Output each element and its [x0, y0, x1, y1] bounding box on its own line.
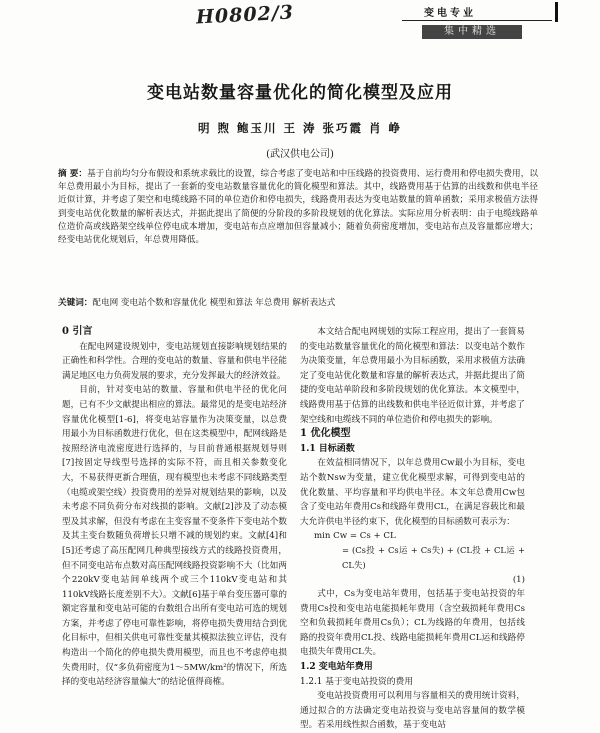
right-column — [300, 325, 525, 733]
keywords — [58, 296, 538, 308]
right-paragraph-1: 本文结合配电网规划的实际工程应用，提出了一套简易的变电站数量容量优化的简化模型和算法：以变电站个数作为决策变量，年总费用最小为目标函数，采用求极值方法确定了变电站优化数量和容量的解析表达式，并据此提出了简捷的变电站单阶段和多阶段规划的优化算法。本文模型中，线路费用基于估算的出线数和供电半径近似计算，并考虑了架空线和电缆线不同的单位造价和停电损失的影响。 — [300, 327, 525, 425]
keywords-label: 关键词： — [58, 298, 93, 308]
journal-subsection: 集中精选 — [422, 25, 522, 39]
section-heading-model: 1 优化模型 — [300, 428, 351, 440]
abstract-text: 基于自前均匀分布假设和系统求载比的设置，综合考虑了变电站和中压线路的投资费用、运行费用和停电损失费用，以年总费用最小为目标，提出了一套新的变电站数量容量优化的简化模型和算法。其中，线路费用基于估算的出线数和供电半径近似计算，并考虑了架空和电缆线路不同的单位造价和停电损失，线路费用表达为变电站数量的简单函数；采用求极值方法得到变电站优化数量的解析表达式，并据此提出了简便的分阶段的多阶段规划的优化算法。实际应用分析表明：由于电缆线路单位造价高或线路架空线单位停电成本增加，变电站布点应增加但容量减小；随着负荷密度增加，变电站布点及容量都应增大；经变电站优化规划后，年总费用降低。 — [58, 169, 538, 246]
formula-line-1: min Cw = Cs + CL — [314, 531, 396, 542]
right-paragraph-2: 在效益相同情况下，以年总费用Cw最小为目标，变电站个数Nsw为变量，建立优化模型求解，可得到变电站的优化数量、平均容量和平均供电半径。本文年总费用Cw包含了变电站年费用Cs和线路年费用CL，在满足容载比和最大允许供电半径约束下，优化模型的目标函数可表示为： — [300, 458, 525, 527]
right-paragraph-3: 式中，Cs为变电站年费用，包括基于变电站投资的年费用Cs投和变电站电能损耗年费用（含空载损耗年费用Cs空和负载损耗年费用Cs负）；CL为线路的年费用，包括线路的投资年费用CL投、线路电能损耗年费用CL运和线路停电损失年费用CL失。 — [300, 589, 525, 658]
paper-title: 变电站数量容量优化的简化模型及应用 — [147, 83, 453, 103]
formula-number: (1) — [512, 574, 525, 585]
journal-header — [402, 4, 552, 39]
abstract-label: 摘 要： — [58, 169, 88, 179]
subsection-heading-objective: 1.1 目标函数 — [300, 443, 355, 454]
paper-authors: 明 煦 鲍玉川 王 涛 张巧霞 肖 峥 — [197, 121, 403, 135]
handwritten-annotation: H0802/3 — [195, 1, 295, 29]
left-column — [62, 325, 287, 690]
subsubsection-heading-investment: 1.2.1 基于变电站投资的费用 — [300, 676, 414, 687]
intro-paragraph-1: 在配电网建设规划中，变电站规划直接影响规划结果的正确性和科学性。合理的变电站的数量、容量和供电半径能满足地区电力负荷发展的要求，充分发挥最大的经济效益。 — [62, 341, 287, 381]
formula-line-2: = (Cs投 + Cs运 + Cs失) + (CL投 + CL运 + CL失) — [342, 545, 525, 570]
journal-section: 变电专业 — [402, 4, 552, 21]
abstract — [58, 168, 538, 247]
paper-affiliation: (武汉供电公司) — [266, 149, 334, 160]
keywords-text: 配电网 变电站个数和容量优化 模型和算法 年总费用 解析表达式 — [92, 298, 336, 308]
intro-paragraph-2: 目前，针对变电站的数量、容量和供电半径的优化问题，已有不少文献提出相应的算法。最常见的是变电站经济容量优化模型[1-6]，将变电站容量作为决策变量，以总费用最小为目标函数进行优化，但在这类模型中，配网线路是按照经济电流密度进行选择的，与目前普通根据规划导则[7]按固定导线型号选择的实际不符，而且相关参数变化大，不易获得更新合理值，现有模型也未考虑不同线路类型（电缆或架空线）投资费用的差异对规划结果的影响，以及未考虑不同负荷分布对线损的影响。文献[2]涉及了动态模型及其求解，但没有考虑在主变容量不变条件下变电站个数及其主变台数随负荷增长只增不减的规划约束。文献[4]和[5]还考虑了高压配网几种典型接线方式的线路投资费用，但不同变电站布点数对高压配网线路投资影响不大（比如两个220kV变电站间单线两个或三个110kV变电站和其110kV线路长度差别不大）。文献[6]基于单台变压器可靠的额定容量和变电站可能的台数组合出所有变电站可选的规划方案，并考虑了停电可靠性影响，将停电损失费用结合到优化目标中，但相关供电可靠性变量其模拟法独立评估，没有构造出一个简化的停电损失费用模型，而且也不考虑停电损失费用时，仅“多负荷密度为1～5MW/km²的情况下，所选择的变电站经济容量偏大”的结论值得商榷。 — [62, 385, 287, 688]
section-heading-intro: 0 引言 — [62, 326, 93, 337]
right-paragraph-4: 变电站投资费用可以利用与容量相关的费用统计资料，通过拟合的方法确定变电站投资与变电站容量间的数学模型。若采用线性拟合函数，基于变电站 — [300, 691, 525, 731]
subsection-heading-substation-cost: 1.2 变电站年费用 — [300, 662, 373, 673]
header-bar — [555, 2, 558, 22]
